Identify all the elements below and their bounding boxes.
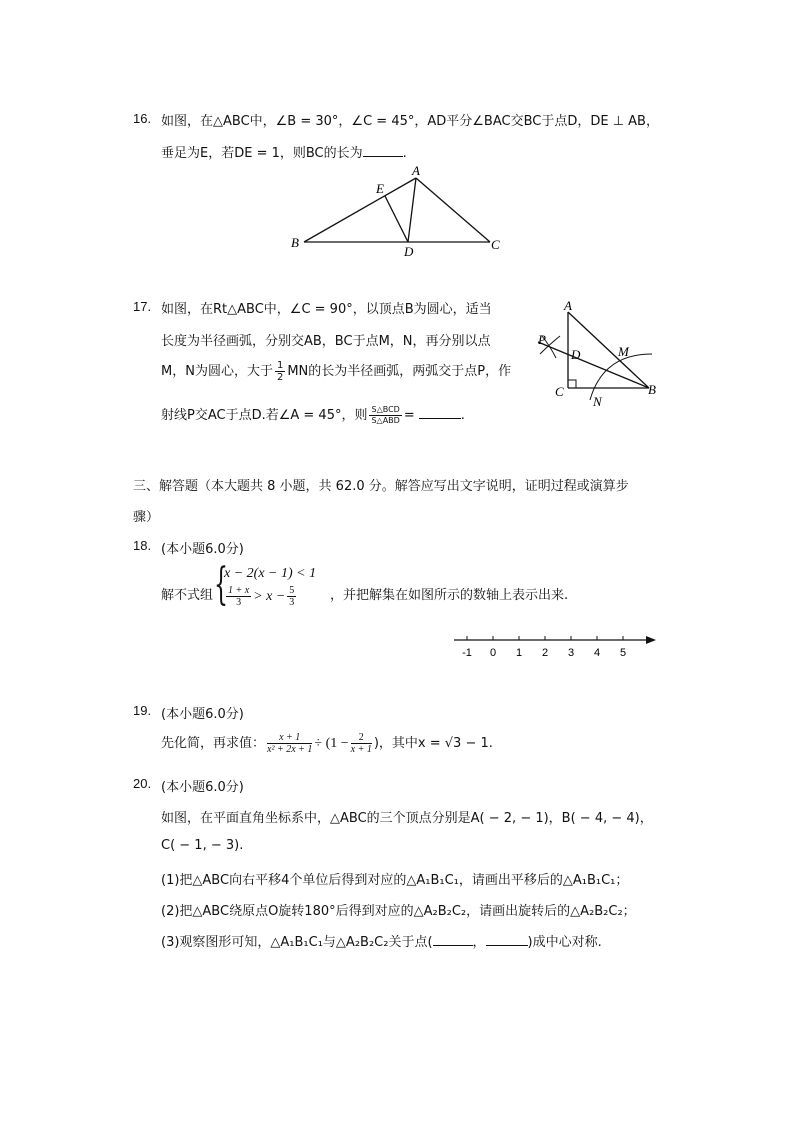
q18-ineq2 [224,585,298,608]
q19-score: (本小题6.0分) [161,707,244,722]
q17-ratio-num: S△BCD [371,405,400,414]
q18-axis-tick-label: 5 [619,647,627,659]
q16-answer-blank [363,144,403,157]
q18-ineq2-num2: 5 [289,585,295,596]
q18-axis-tick-label: 0 [489,647,497,659]
q18-ineq2-num: 1 + x [228,585,250,596]
q18-axis-tick-label: 4 [593,647,601,659]
q18-number: 18. [133,538,152,553]
q16-label-b: B [291,235,299,250]
section3-heading-line2: 骤） [133,510,160,525]
q17-right-angle-mark [568,380,576,388]
q19-number: 19. [133,703,152,718]
q17-line4 [161,404,465,426]
q17-label-p: P [538,332,546,347]
q19-tail: )，其中x = √3 − 1. [373,736,493,751]
q20-blank-x [433,933,473,946]
q16-segment-ad [408,178,416,242]
q19-f1-num: x + 1 [267,732,312,744]
q17-label-d: D [571,347,581,362]
q19-f2-num: 2 [351,732,372,744]
q18-axis-tick-label: 3 [567,647,575,659]
q20-line2: C( − 1, − 3). [161,838,244,853]
q19-expression [161,732,493,755]
q17-answer-blank [419,406,461,419]
q17-figure [528,296,668,414]
q16-label-a: A [412,163,420,178]
q17-line4-end: . [460,408,465,423]
q17-number: 17. [133,299,152,314]
q16-segment-de [385,196,408,242]
q16-line2-wrap [161,142,407,161]
q16-number: 16. [133,111,152,126]
q20-number: 20. [133,776,152,791]
q16-line2: 垂足为E，若DE = 1，则BC的长为 [161,146,363,161]
q18-lead: 解不式组 [161,588,214,603]
q18-ineq2-mid: > x − [253,589,286,604]
q20-line3: (1)把△ABC向右平移4个单位后得到对应的△A₁B₁C₁，请画出平移后的△A₁B₁C₁； [161,873,629,888]
q16-label-d: D [404,244,414,259]
q16-label-c: C [491,237,500,252]
q17-line3a: M，N为圆心，大于 [161,364,273,379]
q18-axis-tick-label: 2 [541,647,549,659]
q17-ratio-den: S△ABD [371,416,400,425]
q17-line4b: = [403,408,415,423]
q19-f2-den: x + 1 [350,744,372,755]
q16-segment-ba [304,178,416,242]
q18-ineq2-den2: 3 [289,597,295,608]
q17-line3 [161,360,511,383]
q17-ray-bp [538,342,649,388]
q19-lead: 先化简，再求值： [161,736,266,751]
q19-f1-den: x² + 2x + 1 [267,744,313,755]
q17-line3b: MN的长为半径画弧，两弧交于点P，作 [287,364,512,379]
q16-line1: 如图，在△ABC中，∠B = 30°，∠C = 45°，AD平分∠BAC交BC于点D，DE ⊥ AB， [161,114,659,129]
q17-label-n: N [593,394,602,409]
q16-label-e: E [376,181,384,196]
q18-ineq2-frac2 [287,585,296,608]
q18-ineq2-den: 3 [236,597,242,608]
q20-score: (本小题6.0分) [161,780,244,795]
q17-line1: 如图，在Rt△ABC中，∠C = 90°，以顶点B为圆心，适当 [161,302,492,317]
q17-ratio-fraction [369,405,401,426]
q18-system-brace: { [214,559,228,610]
q18-axis-tick-label: 1 [515,647,523,659]
q18-ineq1: x − 2(x − 1) < 1 [224,566,317,581]
q16-triangle-figure [285,160,515,260]
q17-label-c: C [555,384,564,399]
section3-heading-line1: 三、解答题（本大题共 8 小题，共 62.0 分。解答应写出文字说明，证明过程或演算步 [133,479,629,494]
q19-fraction1 [267,732,312,755]
q20-line1: 如图，在平面直角坐标系中，△ABC的三个顶点分别是A( − 2, − 1)，B( − 4, − 4)， [161,811,653,826]
q18-tail: ，并把解集在如图所示的数轴上表示出来. [330,588,569,603]
q18-ineq2-frac1 [226,585,251,608]
q20-line5-sep: ， [472,935,486,950]
q17-label-b: B [648,382,656,397]
q18-axis-tick-label: -1 [462,647,472,659]
q17-line4a: 射线P交AC于点D.若∠A = 45°，则 [161,408,368,423]
q16-line2-end: . [402,146,407,161]
q20-line4: (2)把△ABC绕原点O旋转180°后得到对应的△A₂B₂C₂，请画出旋转后的△A₂B₂C₂； [161,904,636,919]
q19-fraction2 [351,732,372,755]
q17-half-den: 2 [276,372,284,383]
q16-segment-ac [416,178,490,242]
q17-label-a: A [564,298,572,313]
q19-mid: ÷ (1 − [314,736,349,751]
q18-axis-arrow [646,636,656,644]
q20-line5 [161,931,602,950]
q18-number-line [448,630,662,662]
q17-half-num: 1 [276,360,284,371]
q17-half-fraction [275,360,285,383]
q20-blank-y [486,933,528,946]
q17-line2: 长度为半径画弧，分别交AB，BC于点M，N，再分别以点 [161,334,491,349]
q20-line5b: )成中心对称. [527,935,602,950]
q17-label-m: M [618,344,629,359]
q20-line5a: (3)观察图形可知，△A₁B₁C₁与△A₂B₂C₂关于点( [161,935,433,950]
q18-score: (本小题6.0分) [161,542,244,557]
